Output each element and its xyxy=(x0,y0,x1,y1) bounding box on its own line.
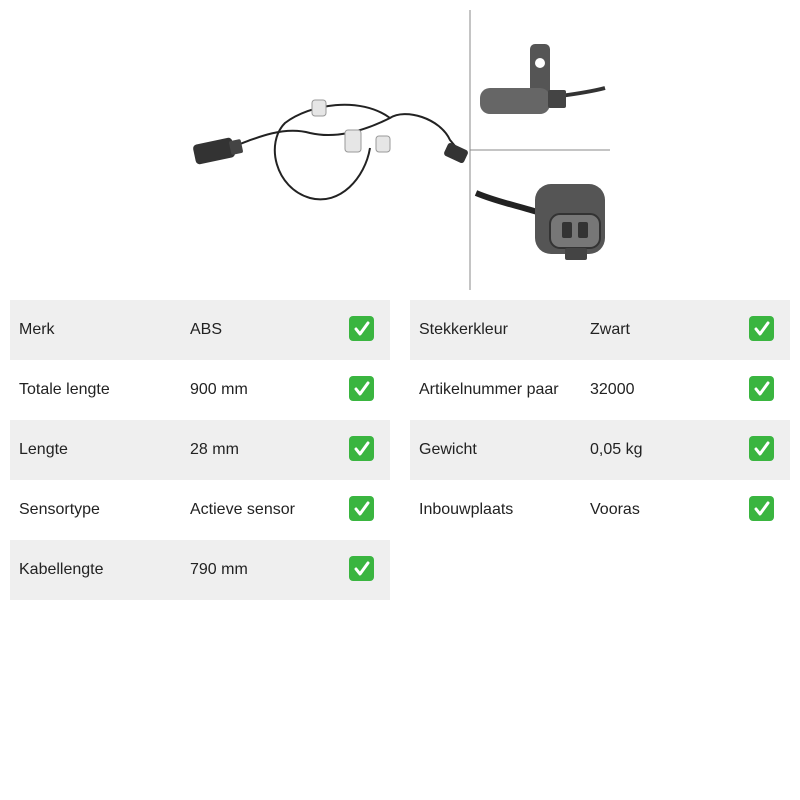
spec-value: Zwart xyxy=(590,321,630,338)
spec-label: Inbouwplaats xyxy=(419,501,514,518)
spec-row xyxy=(410,360,790,420)
check-icon xyxy=(349,556,374,581)
spec-row xyxy=(10,540,390,600)
check-icon xyxy=(749,316,774,341)
spec-table-right xyxy=(410,300,790,540)
spec-value: 0,05 kg xyxy=(590,441,643,458)
check-icon xyxy=(349,436,374,461)
spec-label: Stekkerkleur xyxy=(419,321,508,338)
spec-row xyxy=(410,480,790,540)
spec-label: Kabellengte xyxy=(19,561,104,578)
check-icon xyxy=(349,316,374,341)
spec-value: Vooras xyxy=(590,501,640,518)
spec-label: Lengte xyxy=(19,441,68,458)
spec-row xyxy=(10,360,390,420)
spec-value: Actieve sensor xyxy=(190,501,295,518)
product-image xyxy=(180,8,620,292)
spec-row xyxy=(10,300,390,360)
spec-label: Artikelnummer paar xyxy=(419,381,559,398)
spec-row xyxy=(410,420,790,480)
spec-table-left xyxy=(10,300,390,600)
check-icon xyxy=(349,376,374,401)
check-icon xyxy=(349,496,374,521)
check-icon xyxy=(749,376,774,401)
spec-label: Merk xyxy=(19,321,55,338)
spec-value: ABS xyxy=(190,321,223,338)
spec-row xyxy=(10,480,390,540)
check-icon xyxy=(749,436,774,461)
spec-value: 790 mm xyxy=(190,561,248,578)
spec-value: 28 mm xyxy=(190,441,239,458)
spec-label: Gewicht xyxy=(419,441,477,458)
check-icon xyxy=(749,496,774,521)
spec-value: 900 mm xyxy=(190,381,248,398)
spec-label: Totale lengte xyxy=(19,381,110,398)
spec-row xyxy=(410,300,790,360)
spec-value: 32000 xyxy=(590,381,635,398)
spec-label: Sensortype xyxy=(19,501,100,518)
spec-row xyxy=(10,420,390,480)
